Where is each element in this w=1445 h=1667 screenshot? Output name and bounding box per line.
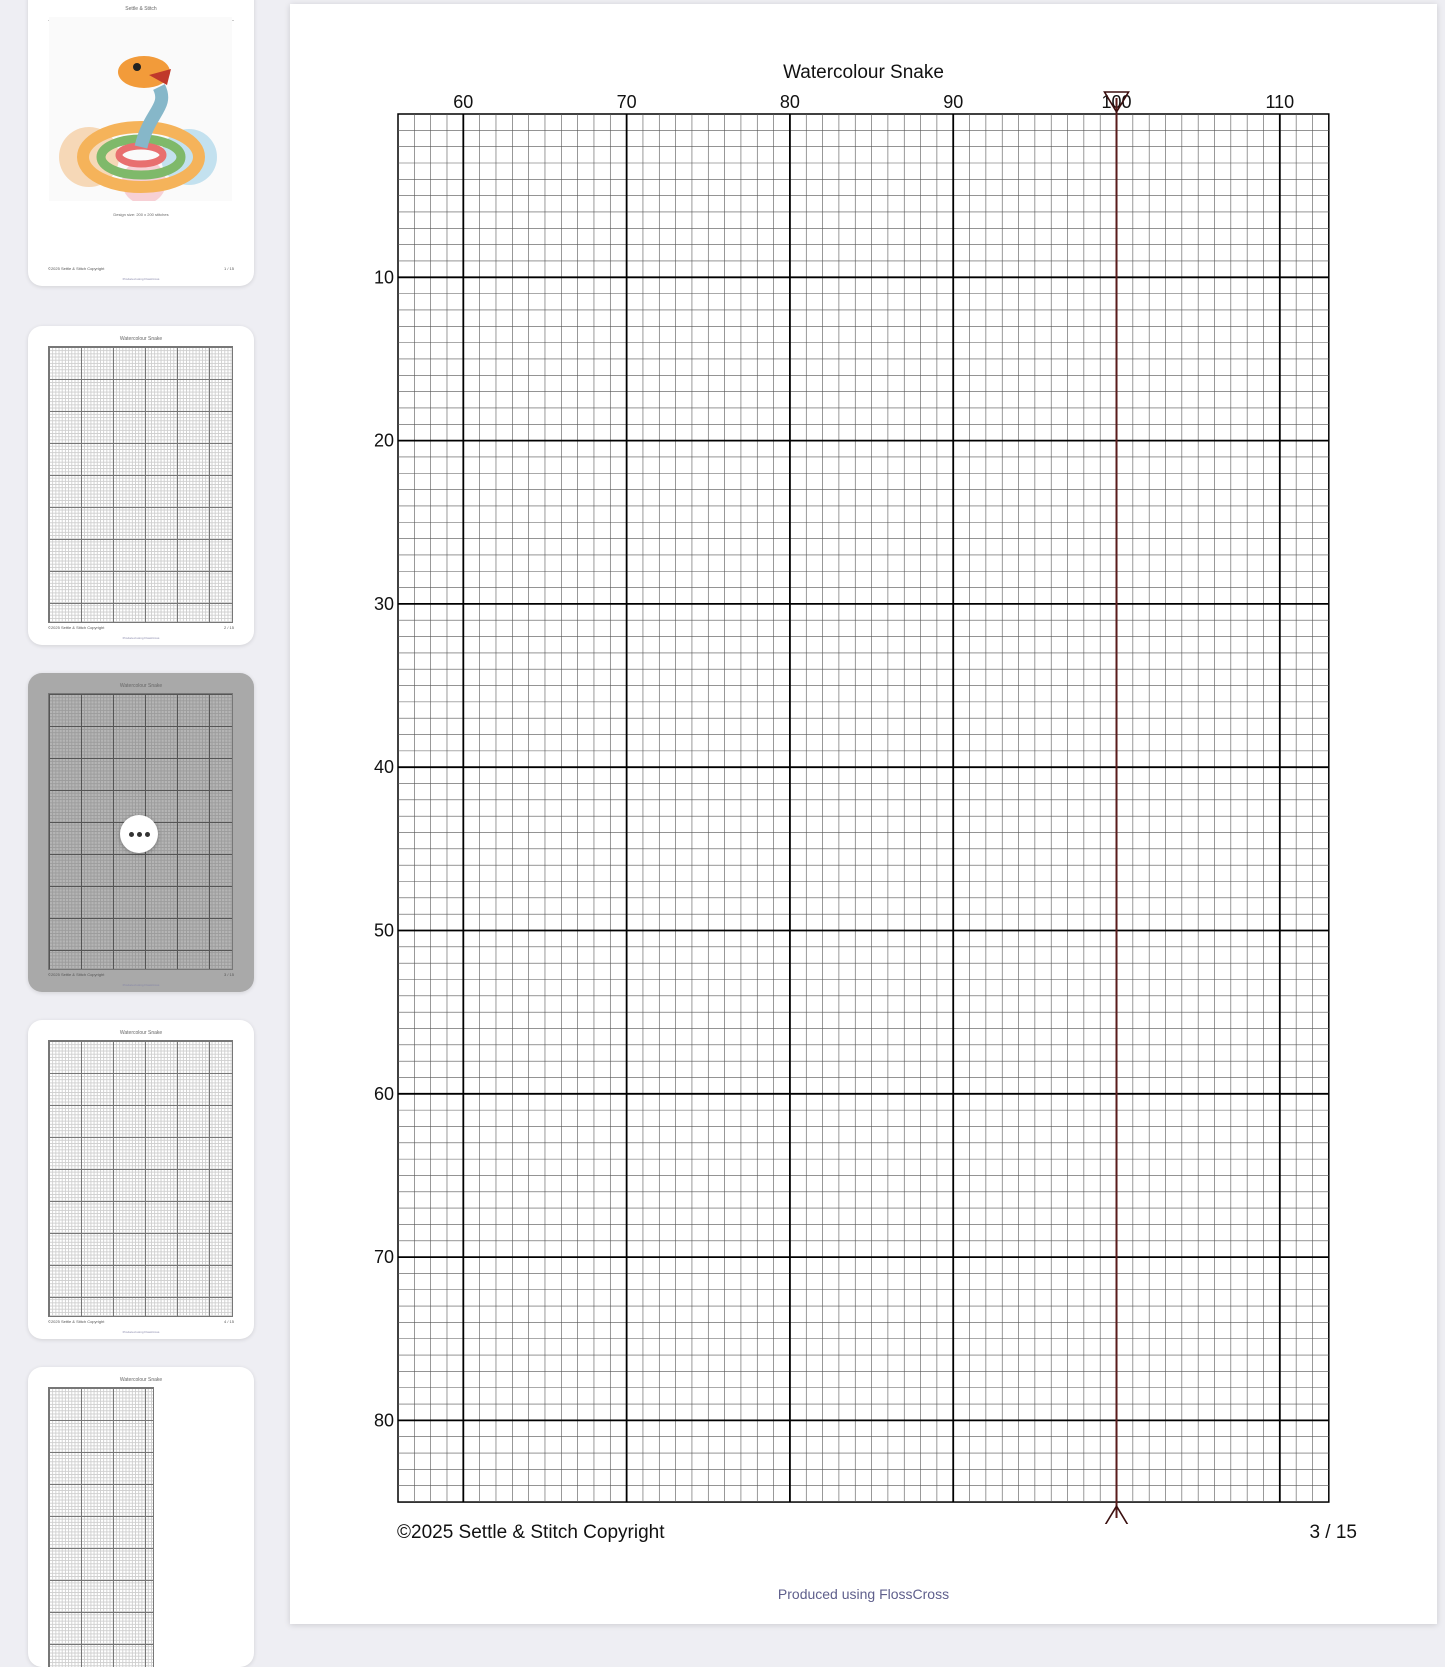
page-thumbnail-sidebar: [0, 0, 272, 1635]
x-tick-label: 100: [1101, 92, 1132, 112]
thumbnail-footer-left: ©2025 Settle & Stitch Copyright: [48, 972, 105, 977]
page-thumbnail-4[interactable]: [28, 1020, 254, 1339]
x-tick-label: 80: [779, 92, 800, 112]
x-tick-label: 110: [1265, 92, 1295, 112]
thumbnail-produced: Produced using FlossCross: [122, 1330, 160, 1334]
x-tick-label: 60: [453, 92, 474, 112]
snake-cover-image: [49, 17, 232, 201]
x-tick-label: 70: [616, 92, 637, 112]
thumbnail-title: Watercolour Snake: [119, 336, 163, 342]
more-dot-icon: [145, 832, 150, 837]
y-tick-label: 10: [373, 267, 394, 288]
more-options-button[interactable]: [120, 815, 158, 853]
thumbnail-produced: Produced using FlossCross: [122, 277, 160, 281]
x-tick-label: 90: [943, 92, 964, 112]
thumbnail-title: Watercolour Snake: [119, 683, 163, 689]
thumbnail-footer-right: 3 / 15: [223, 972, 234, 977]
page-thumbnail-3-current[interactable]: [28, 673, 254, 992]
thumbnail-footer-left: ©2025 Settle & Stitch Copyright: [48, 625, 105, 630]
thumbnail-footer: [48, 1319, 234, 1324]
copyright-footer: ©2025 Settle & Stitch Copyright: [397, 1522, 665, 1543]
y-tick-label: 80: [373, 1410, 394, 1431]
y-tick-label: 30: [373, 593, 394, 614]
thumbnail-footer: [48, 972, 234, 977]
chart-title: Watercolour Snake: [783, 62, 944, 83]
cross-stitch-chart: [290, 4, 1437, 1524]
y-tick-label: 60: [373, 1083, 394, 1104]
thumbnail-footer-left: ©2025 Settle & Stitch Copyright: [48, 1319, 105, 1324]
thumbnail-footer-right: 1 / 15: [223, 266, 234, 271]
thumbnail-footer: [48, 266, 234, 271]
thumbnail-footer-right: 2 / 15: [223, 625, 234, 630]
y-tick-label: 70: [373, 1247, 394, 1268]
produced-by-footer: Produced using FlossCross: [777, 1586, 950, 1602]
thumbnail-produced: Produced using FlossCross: [122, 983, 160, 987]
thumbnail-title: Settle & Stitch: [125, 6, 157, 12]
thumbnail-produced: Produced using FlossCross: [122, 636, 160, 640]
thumbnail-footer-left: ©2025 Settle & Stitch Copyright: [48, 266, 105, 271]
y-tick-label: 40: [373, 757, 394, 778]
page-thumbnail-5[interactable]: [28, 1367, 254, 1667]
thumbnail-footer: [48, 625, 234, 630]
thumbnail-title: Watercolour Snake: [119, 1030, 163, 1036]
thumbnail-chart-grid: [48, 1040, 233, 1317]
thumbnail-chart-grid: [48, 346, 233, 623]
y-tick-label: 20: [373, 430, 394, 451]
y-tick-label: 50: [373, 920, 394, 941]
page-indicator: 3 / 15: [1309, 1522, 1357, 1543]
thumbnail-chart-grid: [48, 1387, 154, 1667]
thumbnail-footer-right: 4 / 15: [223, 1319, 234, 1324]
chart-frame: [398, 114, 1329, 1502]
thumbnail-caption: Design size: 200 x 200 stitches: [113, 212, 169, 217]
more-dot-icon: [129, 832, 134, 837]
page-thumbnail-1[interactable]: [28, 0, 254, 286]
pattern-page: [290, 4, 1437, 1624]
thumbnail-title: Watercolour Snake: [119, 1377, 163, 1383]
more-dot-icon: [137, 832, 142, 837]
page-thumbnail-2[interactable]: [28, 326, 254, 645]
